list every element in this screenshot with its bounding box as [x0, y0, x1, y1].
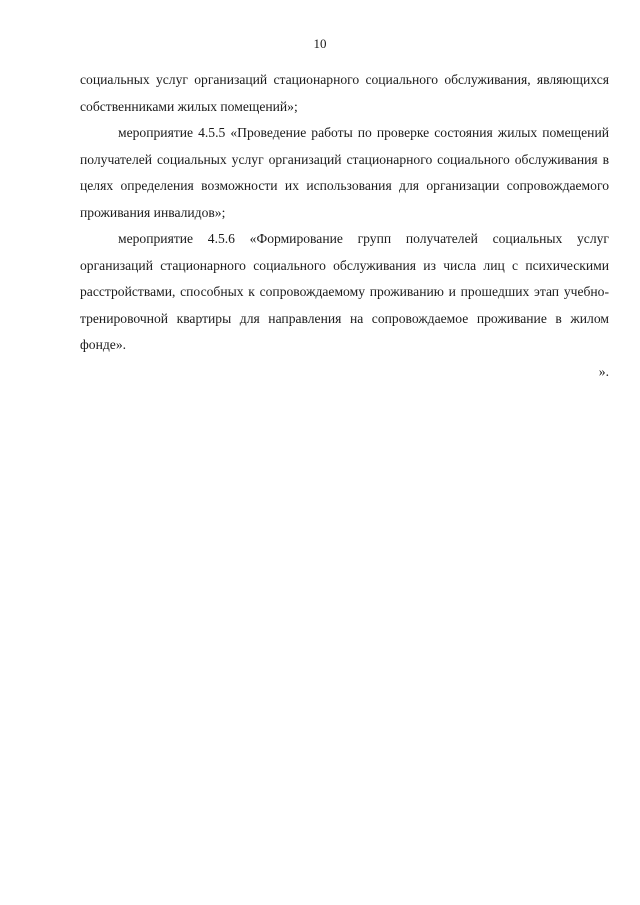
paragraph-measure-4-5-5: мероприятие 4.5.5 «Проведение работы по проверке состояния жилых помещений получателей социальных услуг организаций стационарного социального обслуживания в целях определения возможности их использования для организации сопровождаемого проживания инвалидов»; — [80, 125, 609, 220]
paragraph-measure-4-5-6: мероприятие 4.5.6 «Формирование групп получателей социальных услуг организаций стационарного социального обслуживания из числа лиц с психическими расстройствами, способных к сопровождаемому проживанию и прошедших этап учебно-тренировочной квартиры для направления на сопровождаемое проживание в жилом фонде». — [80, 231, 609, 352]
closing-quote-mark: ». — [598, 363, 609, 379]
paragraph-continuation: социальных услуг организаций стационарного социального обслуживания, являющихся собственниками жилых помещений»; — [80, 72, 609, 114]
page-number: 10 — [313, 36, 327, 51]
document-body — [80, 67, 609, 385]
